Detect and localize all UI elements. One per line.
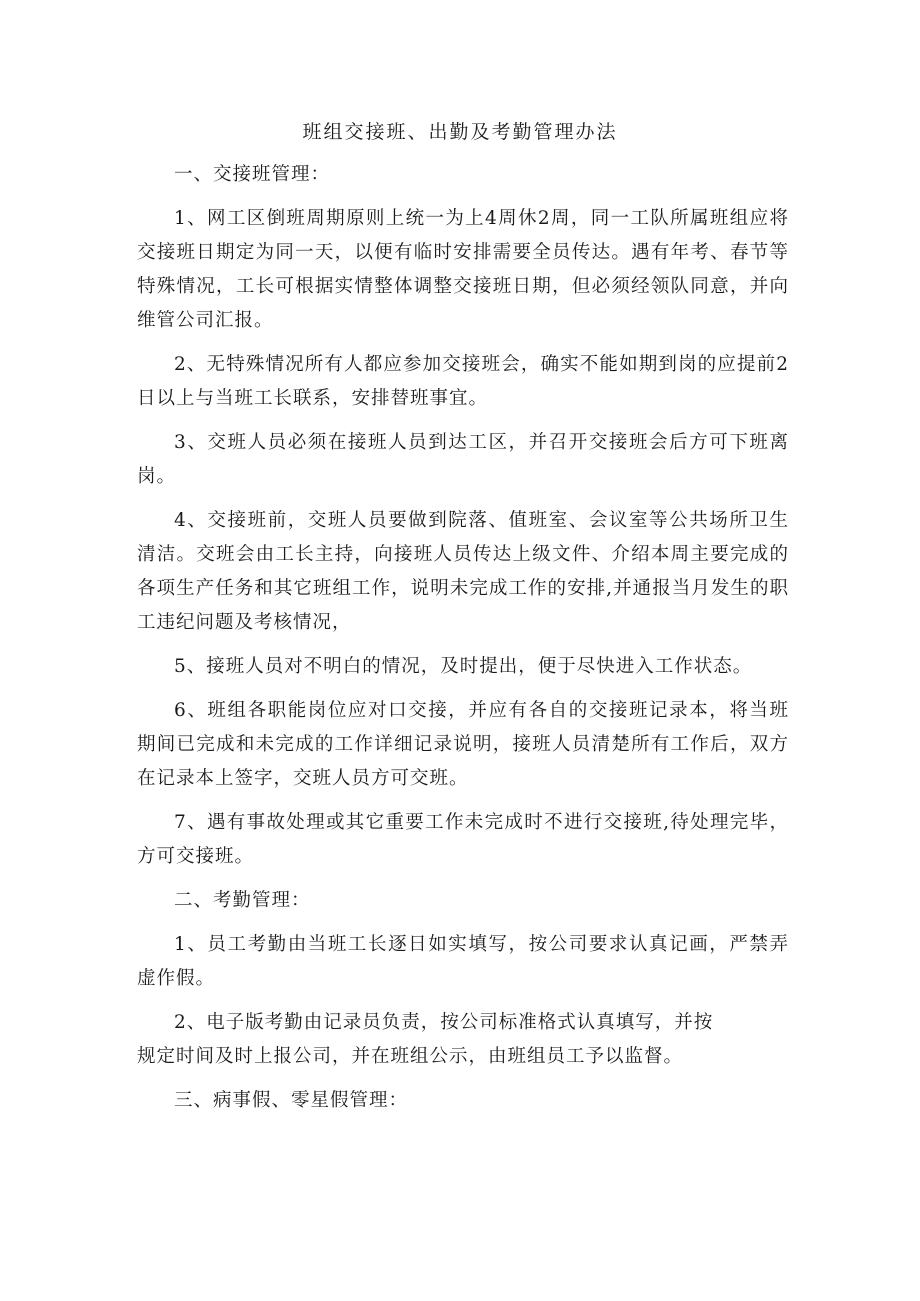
paragraph-handover-5: 5、接班人员对不明白的情况，及时提出，便于尽快进入工作状态。 (174, 656, 753, 677)
section-heading-attendance: 二、考勤管理： (174, 890, 311, 911)
section-heading-handover: 一、交接班管理： (174, 164, 331, 185)
paragraph-handover-7: 7、遇有事故处理或其它重要工作未完成时不进行交接班,待处理完毕，方可交接班。 (137, 812, 789, 867)
paragraph-attendance-2 (137, 1006, 789, 1074)
document-body (137, 158, 789, 1128)
paragraph-handover-3: 3、交班人员必须在接班人员到达工区，并召开交接班会后方可下班离岗。 (137, 432, 789, 487)
document-title: 班组交接班、出勤及考勤管理办法 (302, 121, 618, 143)
paragraph-handover-6: 6、班组各职能岗位应对口交接，并应有各自的交接班记录本，将当班期间已完成和未完成的工作详细记录说明，接班人员清楚所有工作后，双方在记录本上签字，交班人员方可交班。 (137, 700, 789, 789)
paragraph-handover-2: 2、无特殊情况所有人都应参加交接班会，确实不能如期到岗的应提前2日以上与当班工长联系，安排替班事宜。 (137, 354, 789, 409)
paragraph-attendance-2-line-1: 2、电子版考勤由记录员负责，按公司标准格式认真填写，并按 (174, 1012, 714, 1033)
paragraph-attendance-2-line-2: 规定时间及时上报公司，并在班组公示，由班组员工予以监督。 (137, 1046, 684, 1067)
paragraph-handover-1: 1、网工区倒班周期原则上统一为上4周休2周，同一工队所属班组应将交接班日期定为同一天，以便有临时安排需要全员传达。遇有年考、春节等特殊情况，工长可根据实情整体调整交接班日期，但必须经领队同意，并向维管公司汇报。 (137, 208, 789, 331)
paragraph-handover-4: 4、交接班前，交班人员要做到院落、值班室、会议室等公共场所卫生清洁。交班会由工长主持，向接班人员传达上级文件、介绍本周主要完成的各项生产任务和其它班组工作，说明未完成工作的安排,并通报当月发生的职工违纪问题及考核情况， (137, 510, 789, 633)
paragraph-attendance-1: 1、员工考勤由当班工长逐日如实填写，按公司要求认真记画，严禁弄虚作假。 (137, 934, 789, 989)
section-heading-leave: 三、病事假、零星假管理： (174, 1090, 409, 1111)
